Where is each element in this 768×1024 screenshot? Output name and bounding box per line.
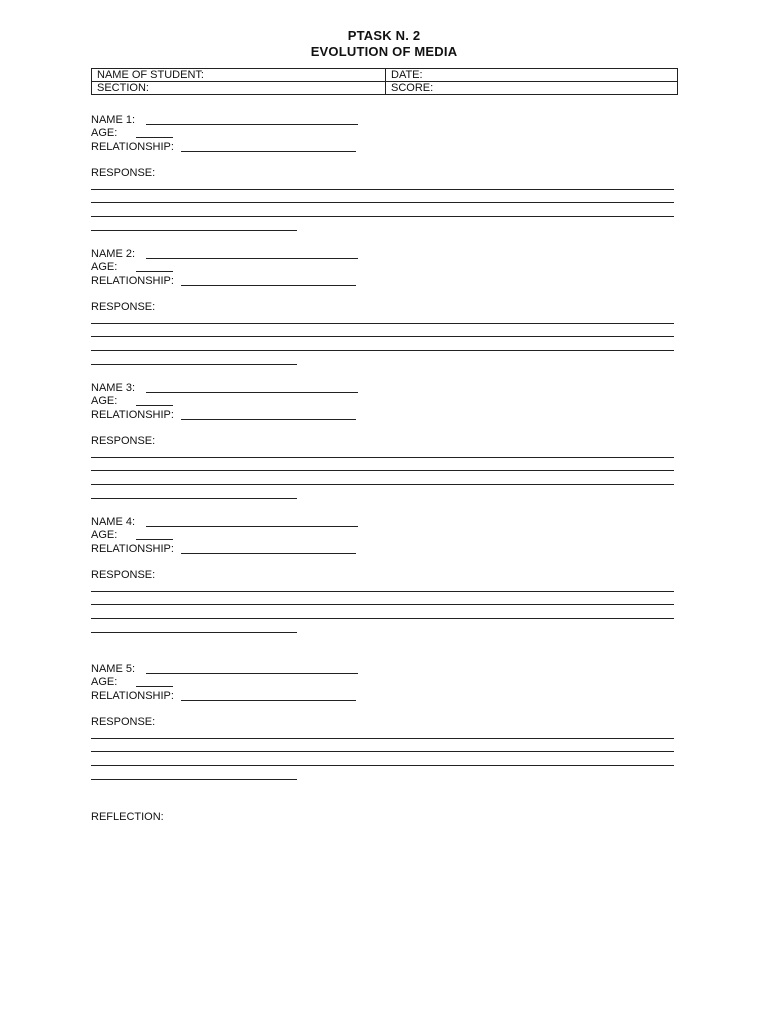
name-blank[interactable] [146,526,358,527]
response-line-short[interactable] [91,632,297,633]
reflection-label: REFLECTION: [91,811,164,823]
response-line-short[interactable] [91,364,297,365]
response-line[interactable] [91,591,674,592]
name-blank[interactable] [146,258,358,259]
name-label: NAME 3: [91,382,136,394]
age-blank[interactable] [136,539,173,540]
relationship-label: RELATIONSHIP: [91,690,174,702]
age-blank[interactable] [136,405,173,406]
name-label: NAME 1: [91,114,136,126]
relationship-blank[interactable] [181,419,356,420]
response-label: RESPONSE: [91,716,156,728]
name-label: NAME 5: [91,663,136,675]
response-line[interactable] [91,336,674,337]
response-label: RESPONSE: [91,301,156,313]
relationship-label: RELATIONSHIP: [91,543,174,555]
age-blank[interactable] [136,137,173,138]
response-label: RESPONSE: [91,569,156,581]
response-line[interactable] [91,484,674,485]
relationship-label: RELATIONSHIP: [91,409,174,421]
name-label: NAME 2: [91,248,136,260]
response-line[interactable] [91,765,674,766]
score-field[interactable]: SCORE: [386,82,678,95]
age-label: AGE: [91,529,118,541]
name-blank[interactable] [146,124,358,125]
name-blank[interactable] [146,673,358,674]
response-line[interactable] [91,738,674,739]
relationship-label: RELATIONSHIP: [91,275,174,287]
page-subtitle: EVOLUTION OF MEDIA [310,44,458,59]
page-title: PTASK N. 2 [347,28,421,43]
age-label: AGE: [91,261,118,273]
response-label: RESPONSE: [91,435,156,447]
age-blank[interactable] [136,271,173,272]
response-line-short[interactable] [91,230,297,231]
relationship-blank[interactable] [181,285,356,286]
age-label: AGE: [91,127,118,139]
response-line[interactable] [91,618,674,619]
date-field[interactable]: DATE: [386,69,678,82]
response-line-short[interactable] [91,779,297,780]
relationship-blank[interactable] [181,553,356,554]
age-blank[interactable] [136,686,173,687]
response-line[interactable] [91,470,674,471]
relationship-label: RELATIONSHIP: [91,141,174,153]
age-label: AGE: [91,395,118,407]
response-line[interactable] [91,604,674,605]
response-line[interactable] [91,350,674,351]
response-line[interactable] [91,457,674,458]
response-line[interactable] [91,202,674,203]
response-line[interactable] [91,216,674,217]
name-label: NAME 4: [91,516,136,528]
section-field[interactable]: SECTION: [92,82,386,95]
name-of-student-field[interactable]: NAME OF STUDENT: [92,69,386,82]
response-line[interactable] [91,189,674,190]
relationship-blank[interactable] [181,151,356,152]
student-info-table [91,68,678,95]
response-label: RESPONSE: [91,167,156,179]
age-label: AGE: [91,676,118,688]
response-line[interactable] [91,323,674,324]
name-blank[interactable] [146,392,358,393]
response-line[interactable] [91,751,674,752]
relationship-blank[interactable] [181,700,356,701]
response-line-short[interactable] [91,498,297,499]
